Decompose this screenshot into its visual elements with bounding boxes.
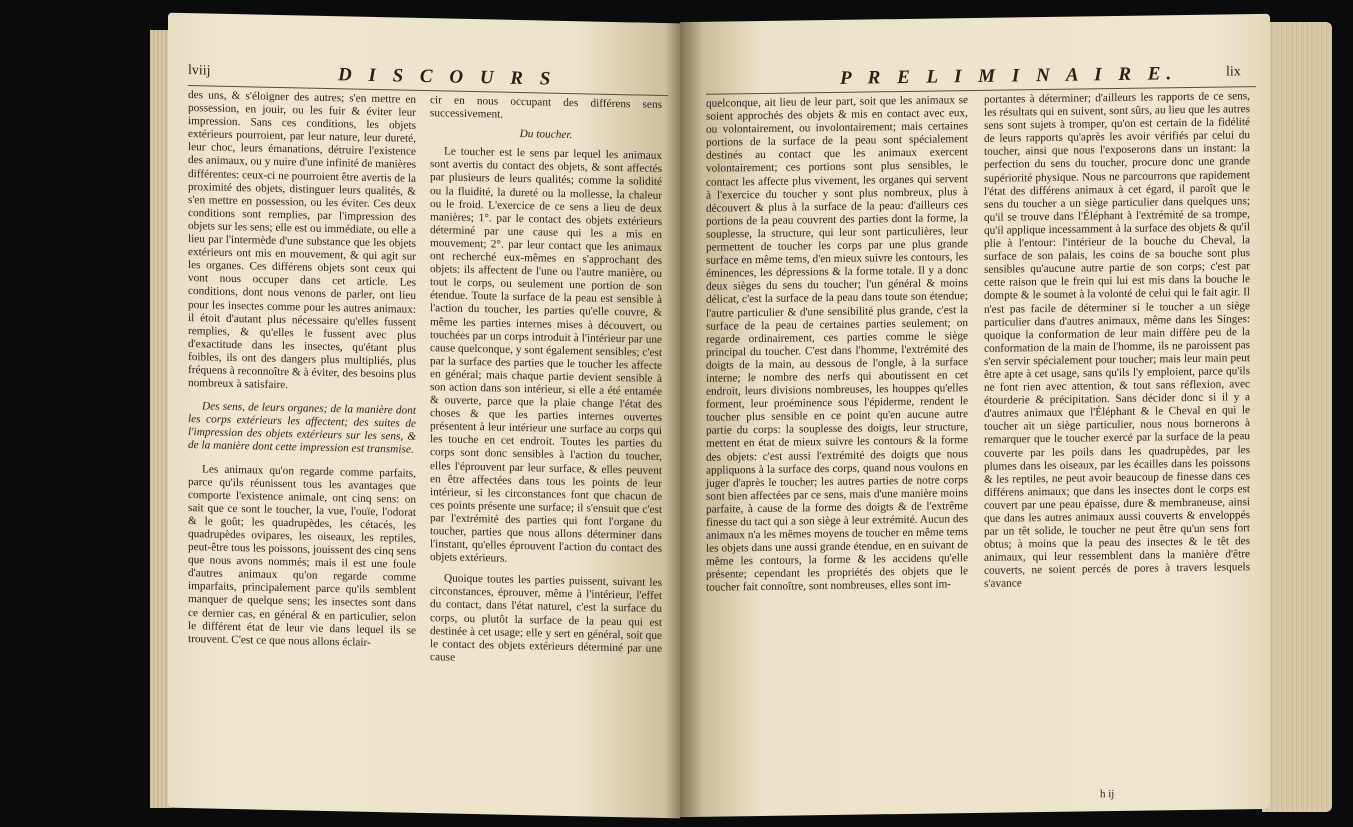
paragraph: cir en nous occupant des différens sens successivement. (430, 94, 662, 121)
right-page (680, 14, 1270, 817)
paragraph: quelconque, ait lieu de leur part, soit que les animaux se soient approchés des objets & mis en contact avec eux, ou volontairement, ou involontairement; mais certaines portions de la surface de la peau sont spécialement destinés au contact que les animaux exercent volontairement; ces portions sont plus sensibles, le contact les affecte plus vivement, les organes qui servent à l'exercice du toucher y sont plus nombreux, plus à découvert & plus à la surface de la peau: d'ailleurs ces portions de la peau couvrent des parties dont la forme, la souplesse, la structure, qui leur sont particulières, leur permettent de toucher les corps par une plus grande surface en même tems, d'en mieux suivre les contours, les éminences, les dépressions & la forme totale. Il y a donc deux sièges du sens du toucher; l'un général & moins délicat, c'est la surface de la peau dans toute son étendue; l'autre particulier & d'une sensibilité plus grande, c'est la surface de la peau de certaines parties seulement; on regarde ordinairement, ces parties comme le siège principal du toucher. C'est dans l'homme, l'extrémité des doigts de la main, au dessous de l'ongle, à la surface interne; le nombre des nerfs qui aboutissent en cet endroit, leurs divisions nombreuses, les houppes qu'elles forment, leur proéminence sous l'épiderme, rendent le toucher plus sensible en ce point qu'en aucune autre partie du corps: la souplesse des doigts, leur structure, mettent en état de mieux suivre les contours & la forme des objets: c'est aussi l'extrémité des doigts que nous appliquons à la surface des corps, quand nous voulons en juger d'après le toucher; les autres parties de notre corps sont bien affectées par ce sens, mais d'une manière moins parfaite, à cause de la forme des doigts & de l'extrême finesse du tact qui a son siège à leur extrémité. Aucun des animaux n'a les mêmes moyens de toucher en même tems les objets dans une aussi grande étendue, en en suivant de même les contours, la forme & les accidens qu'elle présente; cependant les propriétés des objets que le toucher fait connoître, sont nombreuses, elles sont im- (706, 94, 968, 595)
paragraph: Les animaux qu'on regarde comme parfaits, parce qu'ils réunissent tous les avantages que comporte l'existence animale, ont cinq sens: on sait que ce sont le toucher, la vue, l'ouïe, l'odorat & le goût; les quadrupèdes, les cétacés, les quadrupèdes ovipares, les oiseaux, les reptiles, peut-être tous les poissons, jouissent des cinq sens que nous avons nommés; mais il est une foule d'autres animaux qu'on regarde comme imparfaits, principalement parce qu'ils semblent manquer de quelque sens; les insectes sont dans ce dernier cas, en général & en particulier, selon le différent état de leur vie dans lequel ils se trouvent. C'est ce que nous allons éclair- (188, 462, 416, 649)
right-running-title: P R E L I M I N A I R E. (840, 63, 1178, 89)
left-page-number: lviij (188, 63, 211, 79)
paragraph: des uns, & s'éloigner des autres; s'en mettre en possession, en jouir, ou les fuir & éviter leur impression. Sans ces conditions, les objets extérieurs pourroient, par leur nature, leur dureté, leur choc, leurs émanations, détruire l'existence des animaux, ou y nuire d'une infinité de manières différentes: ceux-ci ne pourroient être avertis de la proximité des objets, distinguer leurs qualités, & s'en mettre en possession, ou les éviter. Ces deux conditions sont remplies, par l'impression des objets sur les sens; elle est ou immédiate, ou elle a lieu par l'intermède d'une substance que les objets extérieurs ont mis en mouvement, & qui agit sur les organes. Ces différens objets sont ceux qui vont nous occuper dans cet article. Les conditions, dont nous venons de parler, ont lieu pour les insectes comme pour les autres animaux: il étoit d'autant plus nécessaire qu'elles fussent remplies, & qu'elles le fussent avec plus d'exactitude dans les insectes, qu'étant plus foibles, ils ont des dangers plus multipliés, plus fréquens à reconnoître & à éviter, des besoins plus nombreux à satisfaire. (188, 89, 416, 392)
section-heading: Du toucher. (519, 128, 573, 142)
left-column-1 (188, 89, 416, 806)
paragraph: portantes à déterminer; d'ailleurs les rapports de ce sens, les résultats qui en suivent, sont sûrs, au lieu que les autres sens sont sujets à tromper, qu'on est certain de la fidélité de leurs rapports qu'après les avoir vérifiés par celui du toucher, ainsi que nous l'exposerons dans un instant: la perfection du sens du toucher, procure donc une grande supériorité physique. Nous ne parcourrons que rapidement l'état des différens animaux à cet égard, il paroît que le sens du toucher a un siège particulier dans quelques uns; qu'il se trouve dans l'Éléphant à l'extrémité de sa trompe, qu'il applique incessamment à la surface des objets & qu'il plie à l'entour: l'intérieur de la bouche du Cheval, la surface de son palais, les coins de sa bouche sont plus sensibles qu'aucune autre partie de son corps; c'est par cette raison que le frein qui lui est mis dans la bouche le dompte & le soumet à la volonté de celui qui le fait agir. Il n'est pas facile de déterminer si le toucher a un siège particulier dans d'autres animaux, même dans les Singes: quoique la conformation de leur main diffère peu de la conformation de la main de l'homme, ils ne paroissent pas s'en servir spécialement pour toucher; mais leur main peut être apte à cet usage, sans qu'ils l'y emploient, parce qu'ils ne font rien avec attention, & tout sans réflexion, avec étourderie & précipitation. Sans décider donc si il y a d'autres animaux que l'Éléphant & le Cheval en qui le toucher ait un siège particulier, nous nous bornerons à remarquer que le toucher exercé par la surface de la peau couverte par les poils dans les quadrupèdes, par les plumes dans les oiseaux, par les écailles dans les poissons & les reptiles, ne peut avoir beaucoup de finesse dans ces différens animaux; que dans les insectes dont le corps est couvert par une peau épaisse, dure & membraneuse, ainsi que dans les autres animaux aussi couverts & enveloppés par un têt solide, le toucher ne peut être qu'un sens fort obtus; à moins que la peau des insectes & le têt des animaux, qui leur ressemblent dans la manière d'être couverts, ne soient percés de pores à travers lesquels s'avance (984, 90, 1250, 591)
section-heading: Des sens, de leurs organes; de la manière dont les corps extérieurs les affectent; des suites de l'impression des objets extérieurs sur les sens, & de la manière dont cette impression est transmise. (188, 400, 416, 457)
left-running-title: D I S C O U R S (338, 64, 557, 90)
right-page-header (680, 63, 1270, 89)
right-column-2 (984, 90, 1250, 794)
left-column-2 (430, 94, 662, 811)
left-page-header (168, 63, 680, 90)
paragraph: Le toucher est le sens par lequel les animaux sont avertis du contact des objets, & sont affectés par plusieurs de leurs qualités; comme la solidité ou la fluidité, la dureté ou la mollesse, la chaleur ou le froid. L'exercice de ce sens a lieu de deux manières; 1°. par le contact des objets extérieurs déterminé par une cause qui les a mis en mouvement; 2°. par leur contact que les animaux ont recherché eux-mêmes en s'approchant des objets: ils affectent de l'une ou l'autre manière, ou tout le corps, ou seulement une portion de son étendue. Toute la surface de la peau est sensible à l'action du toucher, les parties qu'elle couvre, & même les parties internes mises à découvert, ou touchées par un corps introduit à l'intérieur par une cause quelconque, y sont également sensibles; c'est par la surface des parties que le toucher les affecte en général; mais chaque partie devient sensible à son action dans son intérieur, si elle a été entamée & ouverte, parce que la plaie change l'état des choses & que les parties internes ouvertes présentent à leur intérieur une surface au corps qui les touche en cet endroit. Toutes les parties du corps sont donc sensibles à l'action du toucher, elles l'éprouvent par leur surface, & elles peuvent en être affectées dans tous les points de leur intérieur, si les circonstances font que chacun de ces points présente une surface; il s'ensuit que c'est par l'extrémité des parties qui font l'organe du toucher, parties que nous allons déterminer dans l'instant, qu'elles éprouvent l'action du contact des objets extérieurs. (430, 145, 662, 565)
right-page-number: lix (1226, 64, 1241, 80)
signature-mark: h ij (1100, 788, 1115, 801)
left-page (168, 13, 680, 819)
paragraph: Quoique toutes les parties puissent, suivant les circonstances, éprouver, même à l'intérieur, l'effet du contact, dans l'état naturel, c'est la surface du corps, ou plutôt la surface de la peau qui est destinée à cet usage; elle y sert en général, soit que le contact des objets extérieurs déterminé par une cause (430, 572, 662, 664)
right-column-1 (706, 94, 968, 810)
right-page-edges (1262, 22, 1332, 812)
